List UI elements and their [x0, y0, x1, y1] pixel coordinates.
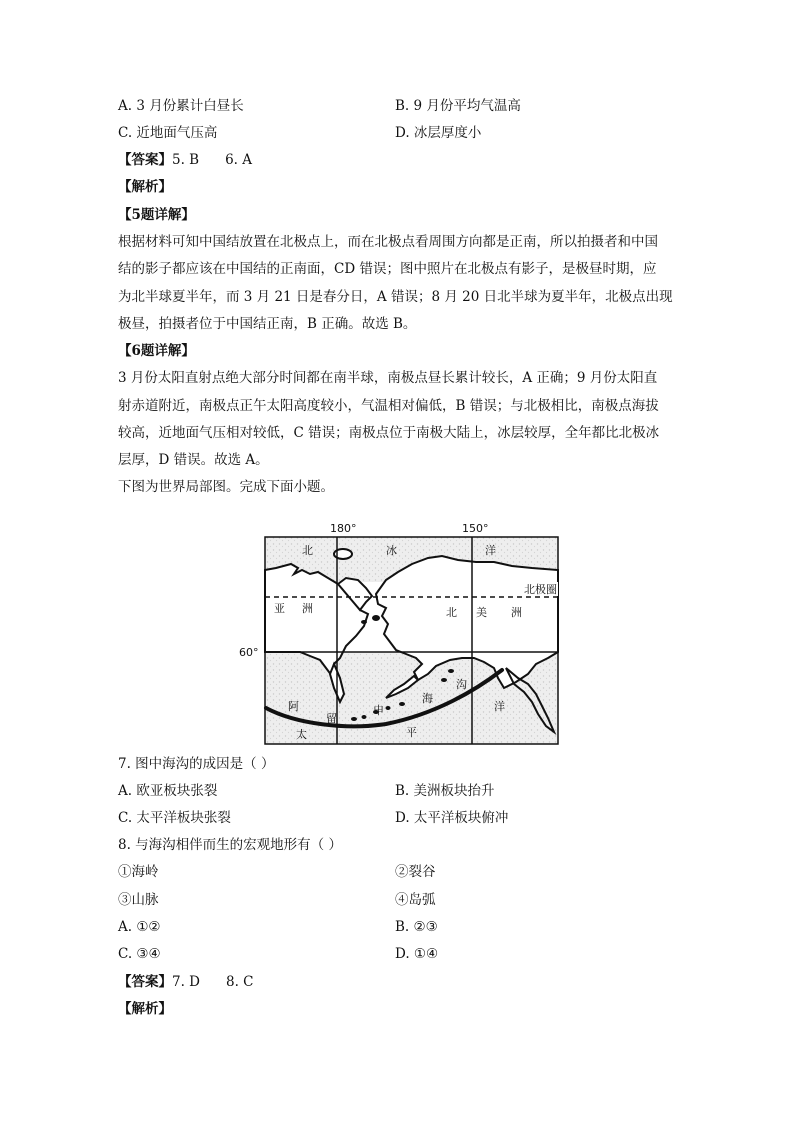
label-bei-america: 北	[446, 606, 457, 619]
aleutian-island	[386, 706, 391, 710]
island	[448, 669, 454, 673]
q6-detail-label: 【6题详解】	[118, 343, 195, 359]
q7-option-a: A. 欧亚板块张裂	[118, 783, 218, 799]
q-prev-option-c: C. 近地面气压高	[118, 125, 218, 141]
label-hai: 海	[422, 692, 433, 705]
q6-detail-line: 射赤道附近，南极点正午太阳高度较小，气温相对偏低，B 错误；与北极相比，南极点海拔	[118, 398, 659, 414]
answer-7: 7. D	[172, 974, 200, 990]
answer-label: 【答案】	[118, 974, 172, 990]
q-prev-option-a: A. 3 月份累计白昼长	[118, 98, 244, 114]
lon-180-label: 180°	[330, 522, 357, 535]
label-a: 阿	[288, 700, 299, 713]
kodiak-island	[441, 678, 447, 682]
label-gou: 沟	[456, 678, 467, 691]
q8-item-4: ④岛弧	[395, 892, 436, 908]
label-zhou-asia: 洲	[302, 602, 313, 615]
aleutian-island	[362, 715, 367, 719]
answer-6: 6. A	[225, 152, 253, 168]
q6-detail-line: 3 月份太阳直射点绝大部分时间都在南半球，南极点昼长累计较长，A 正确；9 月份太阳直	[118, 370, 658, 386]
label-mei: 美	[476, 606, 487, 619]
q7-option-d: D. 太平洋板块俯冲	[395, 810, 509, 826]
q8-stem: 8. 与海沟相伴而生的宏观地形有（ ）	[118, 837, 342, 853]
q5-detail-label: 【5题详解】	[118, 207, 195, 223]
lon-150-label: 150°	[462, 522, 489, 535]
q8-item-3: ③山脉	[118, 892, 159, 908]
answer-label: 【答案】	[118, 152, 172, 168]
q8-option-c: C. ③④	[118, 946, 161, 962]
q-prev-option-b: B. 9 月份平均气温高	[395, 98, 521, 114]
q8-option-b: B. ②③	[395, 919, 438, 935]
label-liu: 留	[326, 712, 337, 725]
q6-detail-line: 较高，近地面气压相对较低，C 错误；南极点位于南极大陆上，冰层较厚，全年都比北极冰	[118, 425, 660, 441]
q8-option-a: A. ①②	[118, 919, 161, 935]
answer-line-1	[118, 150, 252, 170]
q5-detail-line: 极昼，拍摄者位于中国结正南，B 正确。故选 B。	[118, 316, 417, 332]
label-ping: 平	[406, 726, 417, 739]
label-ya: 亚	[274, 602, 285, 615]
island	[361, 620, 367, 624]
lat-60-label: 60°	[239, 646, 259, 659]
answer-line-2	[118, 972, 254, 992]
q7-option-c: C. 太平洋板块张裂	[118, 810, 231, 826]
world-partial-map	[236, 518, 566, 750]
label-yang-bottom: 洋	[494, 700, 505, 713]
q6-detail-line: 层厚，D 错误。故选 A。	[118, 452, 269, 468]
island	[372, 615, 380, 621]
q5-detail-line: 根据材料可知中国结放置在北极点上，而在北极点看周围方向都是正南，所以拍摄者和中国	[118, 234, 658, 250]
q5-detail-line: 为北半球夏半年，而 3 月 21 日是春分日，A 错误；8 月 20 日北半球为夏半年，北极点出现	[118, 289, 673, 305]
answer-8: 8. C	[226, 974, 254, 990]
q7-option-b: B. 美洲板块抬升	[395, 783, 495, 799]
arctic-circle-label: 北极圈	[524, 583, 557, 596]
q8-item-2: ②裂谷	[395, 864, 436, 880]
q8-option-d: D. ①④	[395, 946, 439, 962]
answer-5: 5. B	[172, 152, 200, 168]
label-shen: 申	[373, 704, 384, 717]
q5-detail-line: 结的影子都应该在中国结的正南面，CD 错误；图中照片在北极点有影子，是极昼时期，应	[118, 261, 657, 277]
q7-stem: 7. 图中海沟的成因是（ ）	[118, 756, 275, 772]
analysis-label-2: 【解析】	[118, 1001, 172, 1017]
label-yang-top: 洋	[485, 544, 496, 557]
map-intro: 下图为世界局部图。完成下面小题。	[118, 479, 334, 495]
analysis-label: 【解析】	[118, 179, 172, 195]
q-prev-option-d: D. 冰层厚度小	[395, 125, 482, 141]
label-tai: 太	[296, 728, 307, 741]
label-zhou-america: 洲	[511, 606, 522, 619]
label-bei: 北	[302, 544, 313, 557]
aleutian-island	[351, 717, 357, 721]
map-svg	[236, 518, 566, 750]
aleutian-island	[399, 702, 405, 706]
q8-item-1: ①海岭	[118, 864, 159, 880]
label-bing: 冰	[386, 544, 397, 557]
